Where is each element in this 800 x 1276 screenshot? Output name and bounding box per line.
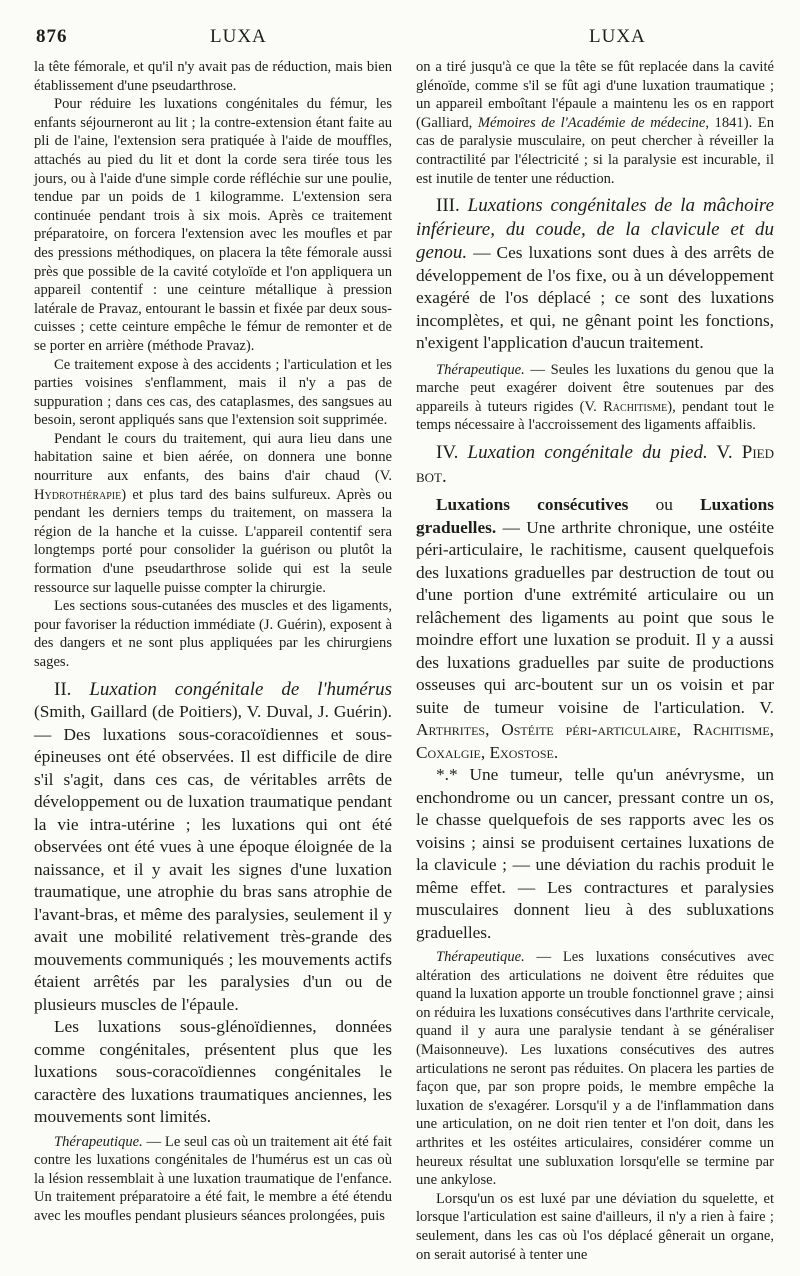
citation-title: Mémoires de l'Académie de médecine (477, 114, 706, 131)
text-run: Pendant le cours du traitement, qui aura lieu dans une habitation saine et bien aérée, on donnera une bonne nourriture aux enfants, des bains d'air chaud (V. (34, 430, 392, 485)
text-run: — Les luxations consécutives avec altération des articulations ne doivent être réduites que quand la luxation apporte un trouble fonctionnel grave ; ainsi on réduira les luxations consécutives dans l'arthrite cervicale, quand il y aura une paralysie tendant à se généraliser (Maisonneuve). Les luxations consécutives des autres articulations ne seront pas réduites. On placera les parties de façon que, par son propre poids, le membre empêche la luxation de s'exagérer. Lorsqu'il y a de l'inflammation dans une articulation, on ne doit rien tenter et l'on doit, dans les arthrites et les ostéites articulaires, considérer comme un heureux résultat une subluxation lorsqu'elle se termine par une ankylose. (416, 949, 774, 1189)
page-number: 876 (36, 26, 68, 47)
section-text: (Smith, Gaillard (de Poitiers), V. Duval, J. Guérin). — Des luxations sous-coracoïdiennes et sous-épineuses ont été observées. Il est difficile de dire s'il s'agit, dans ces cas, de véritables arrêts de développement ou de luxation traumatique pendant la vie intra-utérine ; les luxations qui ont été observées ont été vues à une époque éloignée de la naissance, et il y avait les signes d'une luxation traumatique, une atrophie du bras sans atrophie de l'avant-bras, et même des paralysies, seulement il y avait une mobilité relativement très-grande des mouvements communiqués ; les mouvements actifs étaient arrêtés par les paralysies d'un ou de plusieurs muscles de l'épaule. (34, 702, 392, 1014)
left-column (34, 58, 392, 1226)
section-machoire (416, 194, 774, 355)
page-header (0, 26, 800, 54)
text-run: V. (707, 442, 742, 464)
running-title-left: LUXA (210, 26, 267, 47)
paragraph-reduction-femur: Pour réduire les luxations congénitales du fémur, les enfants séjourneront au lit ; la contre-extension étant faite au pli de l'aine, l'extension sera pratiquée à l'aide de mouffles, attachés au pied du lit et dont la corde sera tirée tous les jours, ou à l'aide d'une simple corde réfléchie sur une poulie, tendue par un poids de 1 kilogramme. L'extension sera continuée pendant trois à six mois. Après ce traitement préparatoire, on forcera l'extension avec les moufles et par des pressions méthodiques, on placera la tête fémorale aussi près que possible de la cavité cotyloïde et l'on appliquera un appareil contentif : une ceinture métallique à pression latérale de Pravaz, entourant le bassin et fixée par deux sous-cuisses ; cette ceinture empêche le fémur de remonter et de se porter en arrière (méthode Pravaz). (34, 96, 392, 354)
section-pied (416, 441, 774, 488)
cross-reference: Arthrites, Ostéite péri-articulaire, Rachitisme, Coxalgie, Exostose. (416, 720, 774, 762)
text-run: — Le seul cas où un traitement ait été fait contre les luxations congénitales de l'humérus est un cas où la lésion ressemblait à une luxation traumatique de l'enfance. Un traitement préparatoire a été fait, le membre a été étendu avec les moufles pendant plusieurs séances prolongées, puis (34, 1133, 392, 1224)
right-column (416, 58, 774, 1264)
therapeutique-label: Thérapeutique. (54, 1133, 143, 1150)
therapeutique-label: Thérapeutique. (436, 949, 525, 966)
section-text: — Une arthrite chronique, une ostéite péri-articulaire, le rachitisme, causent quelquefois des luxations graduelles par destruction de tout ou d'une portion d'une extrémité articulaire ou un relâchement des ligaments au point que sous le moindre effort une luxation se produit. Il y a aussi des luxations graduelles par suite de productions osseuses qui arc-boutent sur un os voisin et par suite de tumeur voisine de l'articulation. V. (416, 517, 774, 717)
text-run: Une tumeur, telle qu'un anévrysme, un enchondrome ou un cancer, pressant contre un os, le chasse quelquefois de ses rapports avec les os voisins ; ainsi se produisent certaines luxations de la clavicule ; — une déviation du rachis produit le même effet. — Les contractures et paralysies musculaires donnent lieu à des subluxations graduelles. (416, 765, 774, 942)
paragraph-continuation (416, 58, 774, 188)
paragraph-therapeutique (416, 948, 774, 1190)
paragraph-sous-glenoidiennes: Les luxations sous-glénoïdiennes, données comme congénitales, présentent plus que les luxations sous-coracoïdiennes congénitales le caractère des luxations traumatiques anciennes, les mouvements sont limités. (34, 1017, 392, 1127)
text-run: ou (628, 495, 701, 515)
text-run: ) et plus tard des bains sulfureux. Après ou pendant les derniers temps du traitement, on massera la région de la hanche et la cuisse. L'appareil contentif sera longtemps porté pour consolider la guérison ou plutôt la formation d'une pseudarthrose solide qui est la seule ressource sur laquelle puisse compter la chirurgie. (34, 486, 392, 596)
text-run: , 1841). En cas de paralysie musculaire, on peut chercher à réveiller la contractilité par l'électricité ; si la paralysie est incurable, il est inutile de tenter une réduction. (416, 114, 774, 187)
cross-reference: Rachitisme (603, 398, 668, 415)
paragraph-tumeur (416, 764, 774, 944)
section-number: II. (54, 678, 90, 700)
text-run: ), pendant tout le temps nécessaire à l'accroissement des ligaments affaiblis. (416, 398, 774, 434)
paragraph-sections: Les sections sous-cutanées des muscles et des ligaments, pour favoriser la réduction immédiate (J. Guérin), exposent à des dangers et ne sont plus appliquées par les chirurgiens sages. (34, 598, 392, 670)
section-title: Luxations consécutives (436, 495, 629, 515)
section-title: Luxations congénitales de la mâchoire inférieure, du coude, de la clavicule et du genou. (416, 195, 775, 264)
running-title-right: LUXA (589, 26, 646, 47)
paragraph-squelette: Lorsqu'un os est luxé par une déviation du squelette, et lorsque l'articulation est saine d'ailleurs, il n'y a rien à faire ; seulement, dans les cas où l'os déplacé gênerait un organe, on serait autorisé à tenter une (416, 1190, 774, 1263)
section-humerus (34, 678, 392, 1017)
section-number: IV. (436, 442, 468, 464)
therapeutique-label: Thérapeutique. (436, 361, 525, 378)
section-text: — Ces luxations sont dues à des arrêts de développement de l'os fixe, ou à un développement exagéré de l'os déplacé ; ce sont des luxations incomplètes, et qui, ne gênant point les fonctions, n'exigent l'application d'aucun traitement. (416, 243, 774, 353)
section-luxations-consecutives (416, 494, 774, 764)
section-title: Luxation congénitale du pied. (467, 442, 708, 464)
section-title: Luxation congénitale de l'humérus (89, 678, 392, 700)
paragraph-therapeutique (416, 361, 774, 435)
paragraph-continuation: la tête fémorale, et qu'il n'y avait pas de réduction, mais bien établissement d'une pseudarthrose. (34, 59, 392, 94)
paragraph-accidents: Ce traitement expose à des accidents ; l'articulation et les parties voisines s'enflamment, mais il n'y a pas de suppuration ; dans ces cas, des cataplasmes, des sangsues au besoin, seront appliqués sans que l'extension soit supprimée. (34, 356, 392, 429)
paragraph-therapeutique (34, 1133, 392, 1226)
text-run: on a tiré jusqu'à ce que la tête se fût replacée dans la cavité glénoïde, comme s'il se fût agi d'une luxation traumatique ; un appareil emboîtant l'épaule a maintenu les os en rapport (Galliard, (416, 59, 774, 131)
section-title: Luxations graduelles. (416, 495, 775, 537)
cross-reference: Pied bot. (416, 442, 774, 487)
cross-reference: Hydrothérapie (34, 486, 122, 503)
asterism: *.* (436, 765, 470, 785)
section-number: III. (436, 195, 468, 217)
text-run: — Seules les luxations du genou que la marche peut exagérer doivent être soutenues par des appareils à tuteurs rigides (V. (416, 361, 774, 415)
paragraph-traitement (34, 430, 392, 597)
